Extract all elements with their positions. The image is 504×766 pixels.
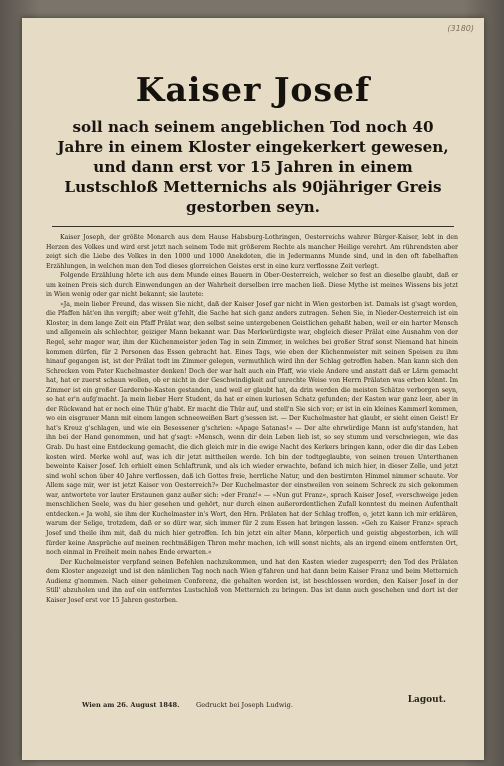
divider-rule <box>52 226 454 227</box>
shelfmark: (3180) <box>447 24 474 33</box>
paragraph: Folgende Erzählung hörte ich aus dem Munde eines Bauern in Ober-Oesterreich, welcher so fest an dieselbe glaubt, daß er um keinen Preis sich durch Einwendungen an der Wahrheit derselben irre machen ließ. Diese Mythe ist meines Wissens bis jetzt in Wien wenig oder gar nicht bekannt; sie lautete: <box>46 272 458 299</box>
date-line: Wien am 26. August 1848. <box>82 701 180 709</box>
paragraph: Kaiser Joseph, der größte Monarch aus dem Hause Habsburg-Lothringen, Oesterreichs wahrer Bürger-Kaiser, lebt in den Herzen des Volkes und wird erst jetzt nach seinem Tode mit größerem Rechte als mancher Heilige verehrt. Am rührendsten aber zeigt sich die Liebe des Volkes in den 1000 und 1000 Anekdoten, die in Jedermanns Munde sind, und in den oft fabelhaften Erzählungen, in welchen man den Tod dieses glorreichen Geistes erst in eine kurz verflossne Zeit verlegt. <box>46 234 458 270</box>
imprint-footer <box>46 695 458 713</box>
author-signature: Lagout. <box>407 695 446 705</box>
broadside-page <box>22 18 484 760</box>
page-title: Kaiser Josef <box>135 70 371 109</box>
page-subtitle: soll nach seinem angeblichen Tod noch 40 Jahre in einem Kloster eingekerkert gewesen, und dann erst vor 15 Jahren in einem Lustschloß Metternichs als 90jähriger Greis gestorben seyn. <box>57 118 449 216</box>
paragraph: Der Kuchelmeister verpfand seinen Befehlen nachzukommen, und hat den Kasten wieder zugesperrt; den Tod des Prälaten dem Kloster angezeigt und ist den nämlichen Tag noch nach Wien g'fahren und hat dann beim Kaiser Franz und beim Metternich Audienz g'nommen. Nach einer geheimen Conferenz, die gehalten worden ist, ist beschlossen worden, den Kaiser Josef in der Still' abzuholen und ihn auf ein entferntes Lustschloß von Metternich zu bringen. Das ist dann auch geschehen und dort ist der Kaiser Josef erst vor 15 Jahren gestorben. <box>46 558 458 604</box>
paragraph: »Ja, mein lieber Freund, das wissen Sie nicht, daß der Kaiser Josef gar nicht in Wien gestorben ist. Damals ist g'sagt worden, die Pfaffen hät'en ihn vergift; aber weit g'fehlt, die Sache hat sich ganz anders zutragen. Sehen Sie, in Nieder-Oesterreich ist ein Kloster, in dem lange Zeit ein Pfaff Prälat war, den selbst seine untergebenen Geistlichen gehaßt haben, weil er ein harter Mensch und allgemein als schlechter, geiziger Mann bekannt war. Das Merkwürdigste war, obgleich dieser Prälat eine Ausnahm von der Regel, sehr mager war, ihm der Küchenmeister jeden Tag in sein Zimmer, in welches bei großer Straf sonst Niemand hat hinein kommen dürfen, für 2 Personen das Essen gebracht hat. Eines Tags, wie eben der Küchenmeister mit seinen Speisen zu ihm hinauf gegangen ist, ist der Prälat todt im Zimmer gelegen, vermuthlich wird ihn der Schlag getroffen haben. Man kann sich den Schrecken vom Pater Kuchelmaster denken! Doch der war halt auch ein Pfaff, wie viele Andere und anstatt daß er Lärm gemacht hat, hat er zuerst schaun wollen, ob er nicht in der Geschwindigkeit auf unrechte Weise von Herrn Prälaten was erben könnt. Im Zimmer ist ein großer Garderobe-Kasten gestanden, und weil er glaubt hat, da drin werden die meisten Schätze verborgen seyn, so hat er'n aufg'macht. Ja mein lieber Herr Student, da hat er einen kuriosen Schatz gefunden; der Kasten war ganz leer, aber in der Rückwand hat er noch eine Thür g'habt. Er macht die Thür auf, und stell'n Sie sich vor; er ist in ein kleines Kammerl kommen, wo ein eisgrauer Mann mit einem langen schneeweißen Bart g'sessen ist. — Der Kuchelmaster hat glaubt, er sieht einen Geist! Er hat's Kreuz g'schlagen, und wie ein Besessener g'schrien: »Apage Satanas!« — Der alte ehrwürdige Mann ist aufg'standen, hat ihn bei der Hand genommen, und hat g'sagt: »Mensch, wenn dir dein Leben lieb ist, so sey stumm und verschwiegen, wie das Grab. Du hast eine Entdeckung gemacht, die dich gleich mir in die ewige Nacht des Kerkers bringen kann, oder die dir das Leben kosten wird. Merke wohl auf, was ich dir jetzt mittheilen werde. Ich bin der todtgeglaubte, von seinen treuen Unterthanen beweinte Kaiser Josef. Ich erhielt einen Schlaftrunk, und als ich wieder erwachte, befand ich mich hier, in dieser Zelle, und jetzt sind wohl schon über 40 Jahre verflossen, daß ich Gottes freie, herrliche Natur, und den bestirnten Himmel nimmer schaute. Vor Allem sage mir, wer ist jetzt Kaiser von Oesterreich?« Der Kuchelmaster der einstweilen von seinem Schreck zu sich gekommen war, antwortete vor lauter Erstaunen ganz außer sich: »der Franz!« — »Nun gut Franz«, sprach Kaiser Josef, »verschweige jeden menschlichen Seele, was du hier gesehen und gehört, nur durch einen außerordentlichen Zufall konntest du meinen Aufenthalt entdecken.« Ja wohl, sie ihm der Kuchelmaster in's Wort, den Hrn. Prälaten hat der Schlag troffen, o, jetzt kann ich mir erklären, warum der Selige, trotzdem, daß er so dürr war, sich immer für 2 zum Essen hat bringen lassen. »Geh zu Kaiser Franz« sprach Josef und theile ihm mit, daß du mich hier getroffen. Ich bin jetzt ein alter Mann, körperlich und geistig abgestorben, ich will fürder keine Ansprüche auf meinen rechtmäßigen Thron mehr machen, ich will sonst nichts, als an irgend einem entfernten Ort, noch einmal in Freiheit mein nahes Ende erwarten.« <box>46 300 458 557</box>
body-text <box>46 233 458 605</box>
printer-line: Gedruckt bei Joseph Ludwig. <box>196 701 293 709</box>
